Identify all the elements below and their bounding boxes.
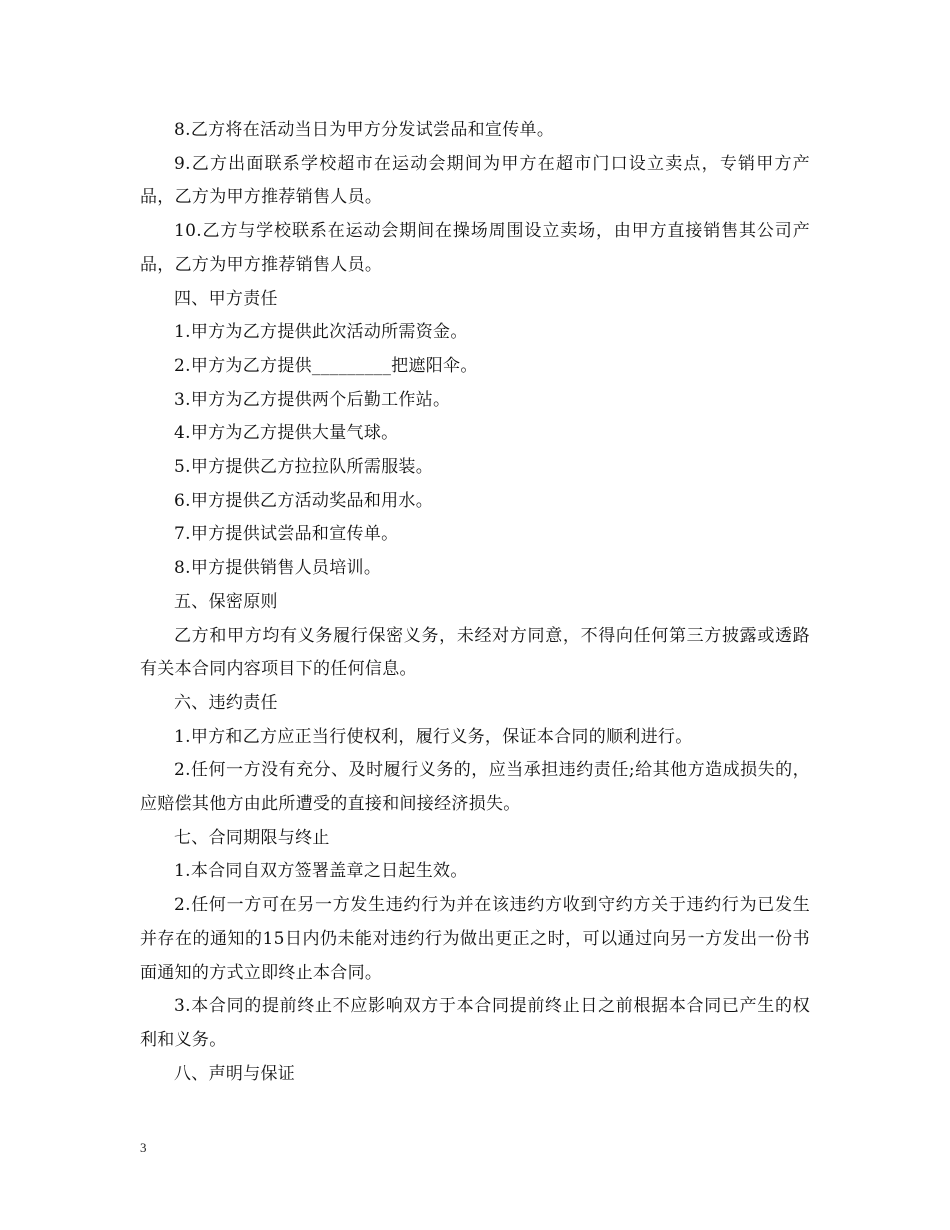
section-heading-5: 五、保密原则 <box>174 591 278 612</box>
section-heading-4: 四、甲方责任 <box>174 288 278 309</box>
clause-3-9: 9.乙方出面联系学校超市在运动会期间为甲方在超市门口设立卖点，专销甲方产品，乙方为甲方推荐销售人员。 <box>140 153 810 208</box>
clause-5-body: 乙方和甲方均有义务履行保密义务，未经对方同意，不得向任何第三方披露或透路有关本合同内容项目下的任何信息。 <box>140 625 810 680</box>
clause-7-1: 1.本合同自双方签署盖章之日起生效。 <box>174 861 468 882</box>
clause-7-2: 2.任何一方可在另一方发生违约行为并在该违约方收到守约方关于违约行为已发生并存在的通知的15日内仍未能对违约行为做出更正之时，可以通过向另一方发出一份书面通知的方式立即终止本合同。 <box>140 895 810 983</box>
clause-4-1: 1.甲方为乙方提供此次活动所需资金。 <box>174 322 468 343</box>
section-heading-7: 七、合同期限与终止 <box>174 827 330 848</box>
clause-4-7: 7.甲方提供试尝品和宣传单。 <box>174 524 399 545</box>
section-heading-6: 六、违约责任 <box>174 692 278 713</box>
clause-4-5: 5.甲方提供乙方拉拉队所需服装。 <box>174 457 434 478</box>
section-heading-8: 八、声明与保证 <box>174 1063 296 1084</box>
page-number: 3 <box>140 1140 147 1155</box>
clause-4-3: 3.甲方为乙方提供两个后勤工作站。 <box>174 389 451 410</box>
clause-6-2: 2.任何一方没有充分、及时履行义务的，应当承担违约责任;给其他方造成损失的，应赔偿其他方由此所遭受的直接和间接经济损失。 <box>140 760 810 815</box>
document-body <box>140 114 810 1091</box>
clause-6-1: 1.甲方和乙方应正当行使权利，履行义务，保证本合同的顺利进行。 <box>174 726 693 747</box>
clause-4-8: 8.甲方提供销售人员培训。 <box>174 558 382 579</box>
clause-3-8: 8.乙方将在活动当日为甲方分发试尝品和宣传单。 <box>174 120 555 140</box>
clause-4-6: 6.甲方提供乙方活动奖品和用水。 <box>174 490 434 511</box>
clause-4-2: 2.甲方为乙方提供_________把遮阳伞。 <box>174 355 478 376</box>
clause-3-10: 10.乙方与学校联系在运动会期间在操场周围设立卖场，由甲方直接销售其公司产品，乙方为甲方推荐销售人员。 <box>140 221 810 275</box>
clause-4-4: 4.甲方为乙方提供大量气球。 <box>174 423 399 444</box>
clause-7-3: 3.本合同的提前终止不应影响双方于本合同提前终止日之前根据本合同已产生的权利和义务。 <box>140 996 810 1050</box>
